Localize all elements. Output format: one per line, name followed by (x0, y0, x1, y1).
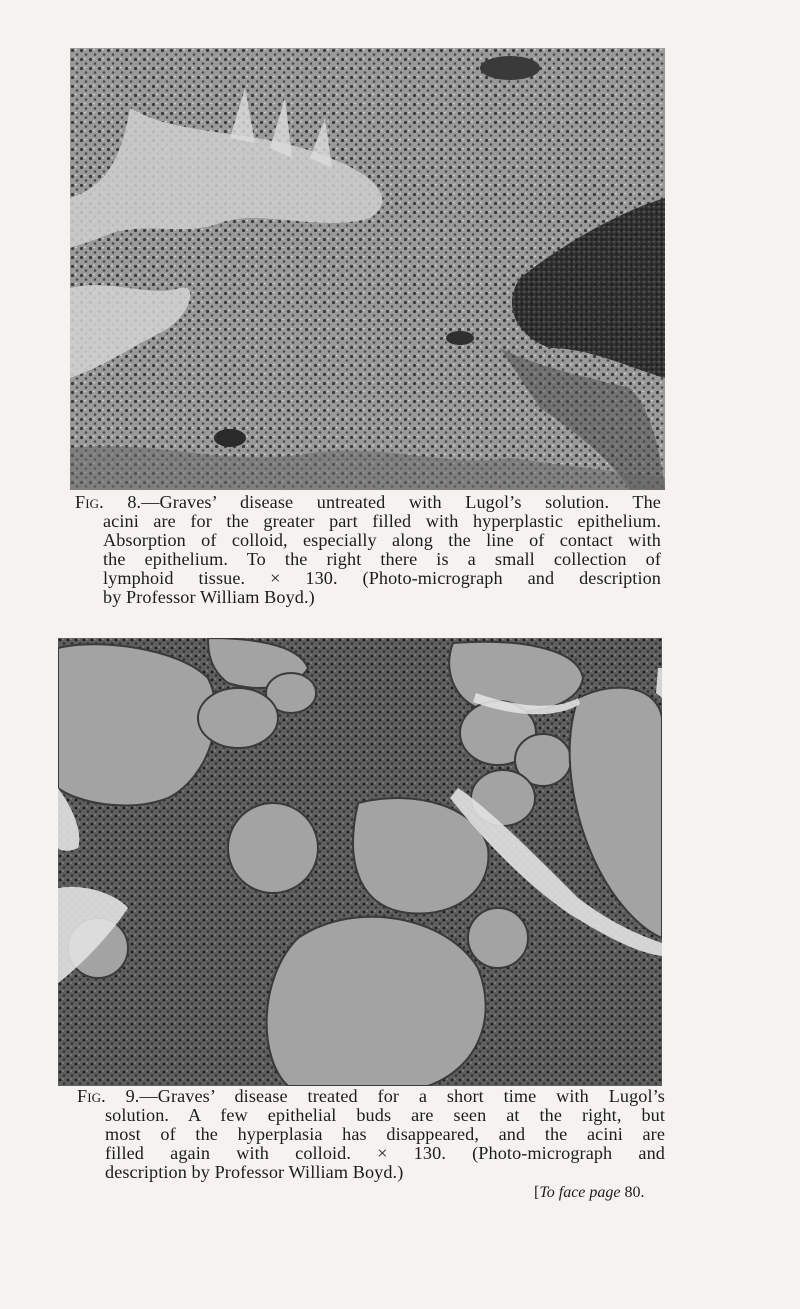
figure-9-caption (77, 1086, 665, 1182)
plate-facing-page-note (534, 1184, 645, 1202)
caption-line: acini are for the greater part filled with hyperplastic epithelium. (103, 511, 661, 531)
figure-8-image (70, 48, 665, 490)
caption-line: solution. A few epithelial buds are seen at the right, but (105, 1105, 665, 1125)
caption-line: the epithelium. To the right there is a small collection of (103, 549, 661, 569)
caption-line: filled again with colloid. × 130. (Photo-micrograph and (105, 1143, 665, 1163)
figure-8-caption (75, 492, 661, 607)
figure-8-photomicrograph (70, 48, 665, 490)
bracket: [ (534, 1184, 540, 1201)
facing-page-text: To face page (539, 1184, 621, 1201)
figure-9-image (58, 638, 662, 1086)
caption-line: Fig. 8.—Graves’ disease untreated with Lugol’s solution. The (75, 492, 661, 512)
figure-label: Fig. 8. (75, 492, 142, 512)
figure-9-photomicrograph (58, 638, 662, 1086)
caption-line: Absorption of colloid, especially along the line of contact with (103, 530, 661, 550)
page-number: 80. (624, 1184, 645, 1201)
caption-line: most of the hyperplasia has disappeared, and the acini are (105, 1124, 665, 1144)
caption-line: lymphoid tissue. × 130. (Photo-micrograph and description (103, 568, 661, 588)
figure-label: Fig. 9. (77, 1086, 140, 1106)
caption-line: by Professor William Boyd.) (103, 587, 315, 607)
caption-line: description by Professor William Boyd.) (105, 1162, 404, 1182)
caption-line: Fig. 9.—Graves’ disease treated for a short time with Lugol’s (77, 1086, 665, 1106)
